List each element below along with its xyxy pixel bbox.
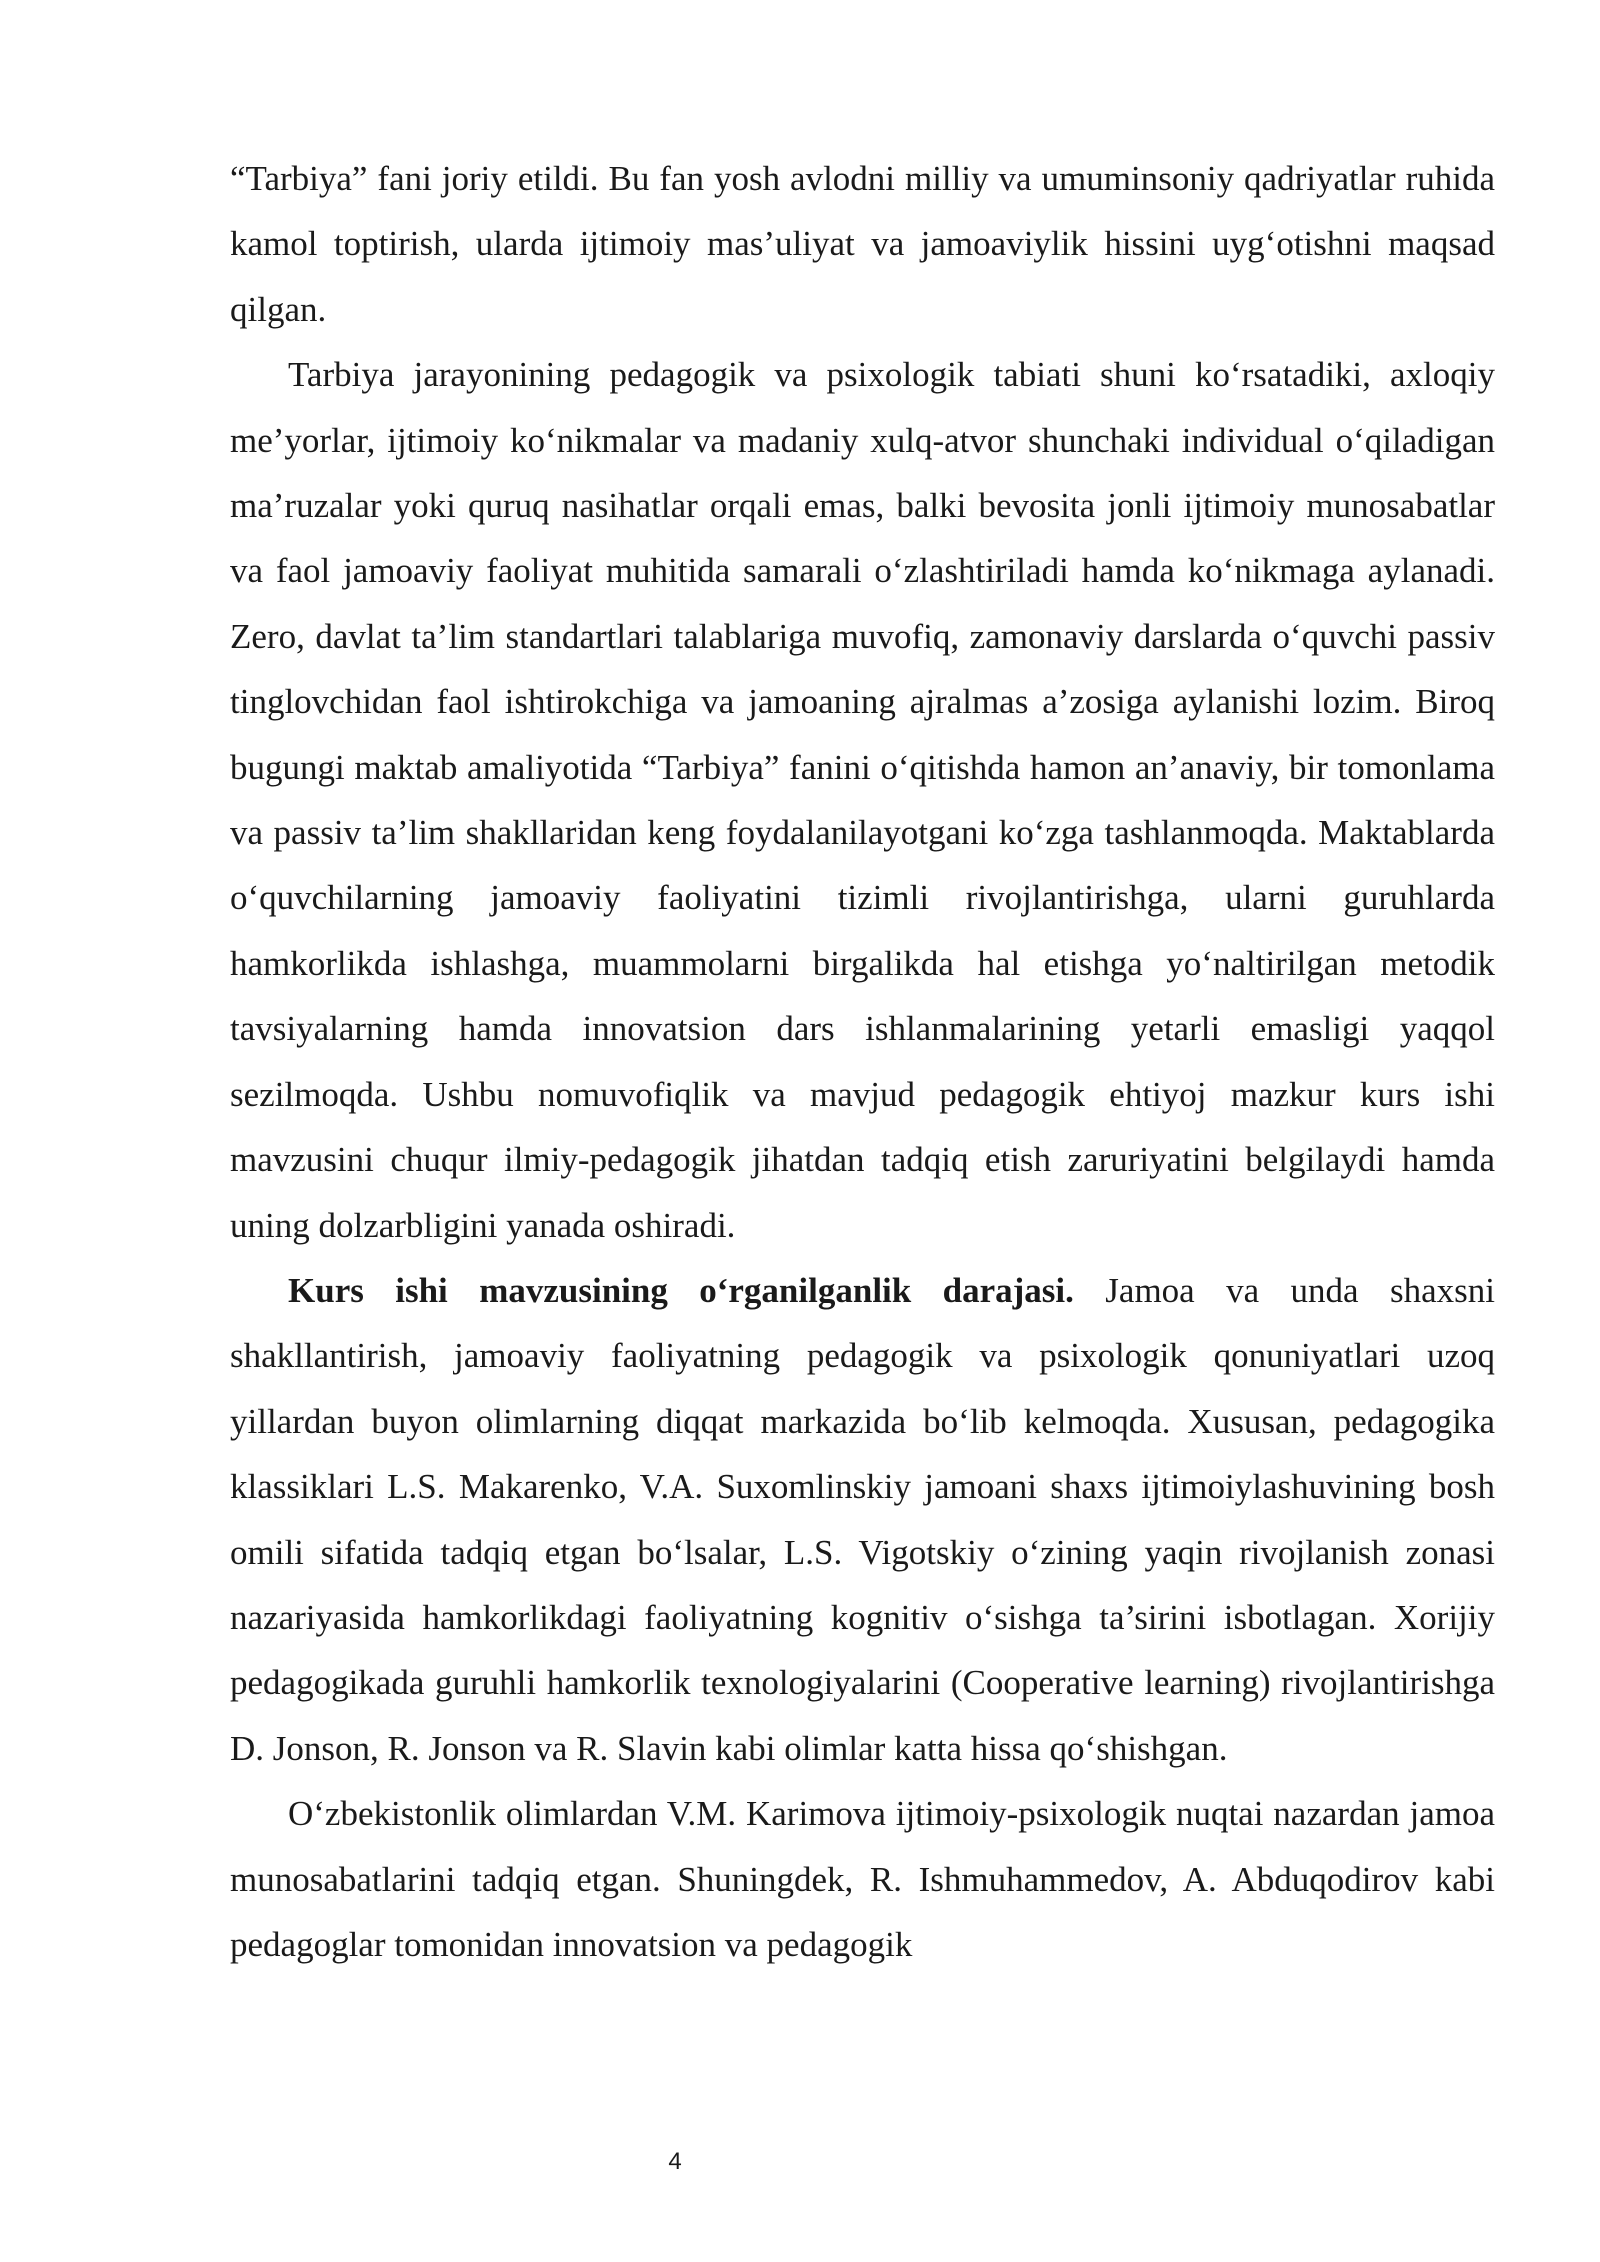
paragraph-3 — [230, 1258, 1495, 1781]
paragraph-4 — [230, 1781, 1495, 1977]
page-number: 4 — [668, 2148, 682, 2175]
paragraph-1-text: “Tarbiya” fani joriy etildi. Bu fan yosh avlodni milliy va umuminsoniy qadriyatlar ruhida kamol toptirish, ularda ijtimoiy mas’uliyat va jamoaviylik hissini uygʻotishni maqsad qilgan. — [230, 159, 1495, 329]
paragraph-3-text: Jamoa va unda shaxsni shakllantirish, jamoaviy faoliyatning pedagogik va psixologik qonuniyatlari uzoq yillardan buyon olimlarning diqqat markazida boʻlib kelmoqda. Xususan, pedagogika klassiklari L.S. Makarenko, V.A. Suxomlinskiy jamoani shaxs ijtimoiylashuvining bosh omili sifatida tadqiq etgan boʻlsalar, L.S. Vigotskiy oʻzining yaqin rivojlanish zonasi nazariyasida hamkorlikdagi faoliyatning kognitiv oʻsishga ta’sirini isbotlagan. Xorijiy pedagogikada guruhli hamkorlik texnologiyalarini (Cooperative learning) rivojlantirishga D. Jonson, R. Jonson va R. Slavin kabi olimlar katta hissa qoʻshishgan. — [230, 1270, 1495, 1768]
paragraph-1 — [230, 146, 1495, 342]
paragraph-2 — [230, 342, 1495, 1258]
paragraph-4-text: Oʻzbekistonlik olimlardan V.M. Karimova ijtimoiy-psixologik nuqtai nazardan jamoa munosabatlarini tadqiq etgan. Shuningdek, R. Ishmuhammedov, A. Abduqodirov kabi pedagoglar tomonidan innovatsion va pedagogik — [230, 1794, 1495, 1964]
document-body — [230, 146, 1495, 1977]
paragraph-2-text: Tarbiya jarayonining pedagogik va psixologik tabiati shuni koʻrsatadiki, axloqiy me’yorlar, ijtimoiy koʻnikmalar va madaniy xulq-atvor shunchaki individual oʻqiladigan ma’ruzalar yoki quruq nasihatlar orqali emas, balki bevosita jonli ijtimoiy munosabatlar va faol jamoaviy faoliyat muhitida samarali oʻzlashtiriladi hamda koʻnikmaga aylanadi. Zero, davlat ta’lim standartlari talablariga muvofiq, zamonaviy darslarda oʻquvchi passiv tinglovchidan faol ishtirokchiga va jamoaning ajralmas a’zosiga aylanishi lozim. Biroq bugungi maktab amaliyotida “Tarbiya” fanini oʻqitishda hamon an’anaviy, bir tomonlama va passiv ta’lim shakllaridan keng foydalanilayotgani koʻzga tashlanmoqda. Maktablarda oʻquvchilarning jamoaviy faoliyatini tizimli rivojlantirishga, ularni guruhlarda hamkorlikda ishlashga, muammolarni birgalikda hal etishga yoʻnaltirilgan metodik tavsiyalarning hamda innovatsion dars ishlanmalarining yetarli emasligi yaqqol sezilmoqda. Ushbu nomuvofiqlik va mavjud pedagogik ehtiyoj mazkur kurs ishi mavzusini chuqur ilmiy-pedagogik jihatdan tadqiq etish zaruriyatini belgilaydi hamda uning dolzarbligini yanada oshiradi. — [230, 355, 1495, 1245]
section-heading-inline: Kurs ishi mavzusining oʻrganilganlik darajasi. — [288, 1270, 1074, 1310]
